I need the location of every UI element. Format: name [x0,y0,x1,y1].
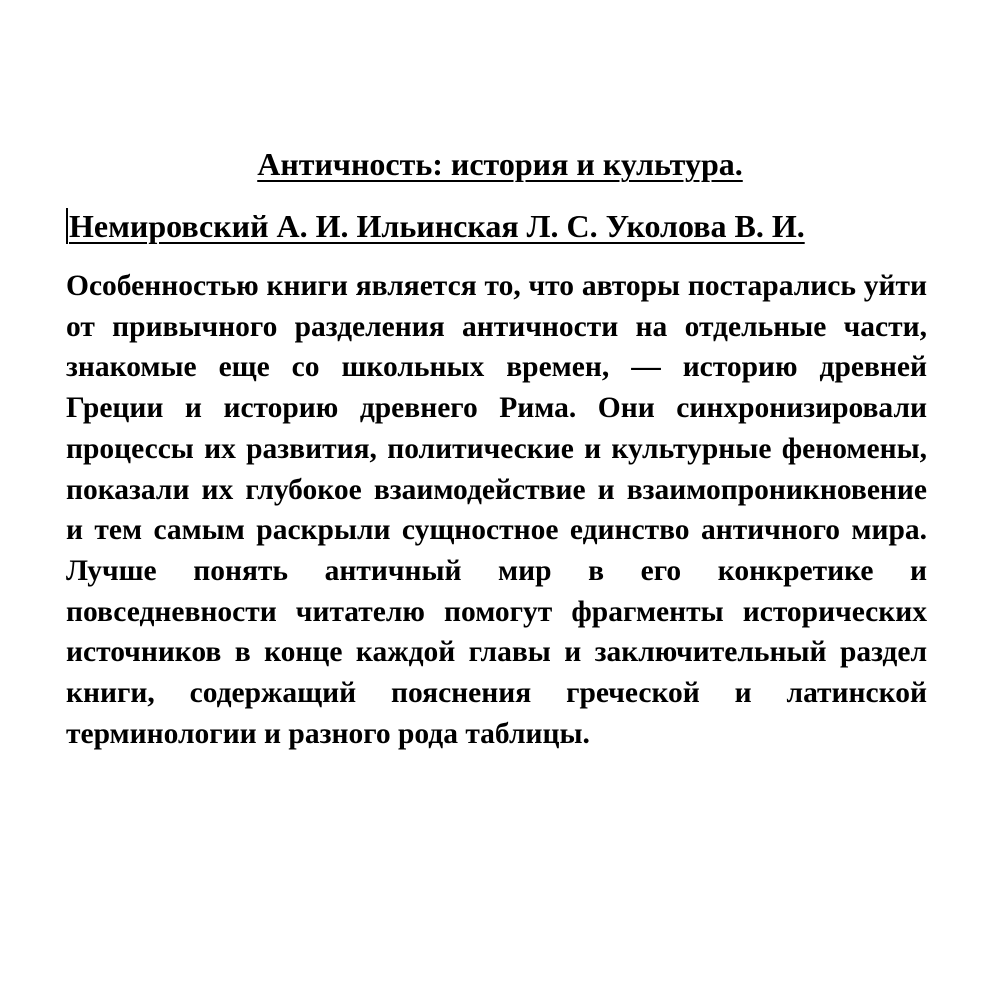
book-authors [66,204,934,248]
book-description: Особенностью книги является то, что авторы постарались уйти от привычного разделения античности на отдельные части, знакомые еще со школьных времен, — историю древней Греции и историю древнего Рима. Они синхронизировали процессы их развития, политические и культурные феномены, показали их глубокое взаимодействие и взаимопроникновение и тем самым раскрыли сущностное единство античного мира. Лучше понять античный мир в его конкретике и повседневности читателю помогут фрагменты исторических источников в конце каждой главы и заключительный раздел книги, содержащий пояснения греческой и латинской терминологии и разного рода таблицы. [66,270,927,750]
book-title [0,142,1000,186]
book-title-text: Античность: история и культура. [257,146,743,182]
book-authors-text: Немировский А. И. Ильинская Л. С. Уколова В. И. [66,208,805,244]
